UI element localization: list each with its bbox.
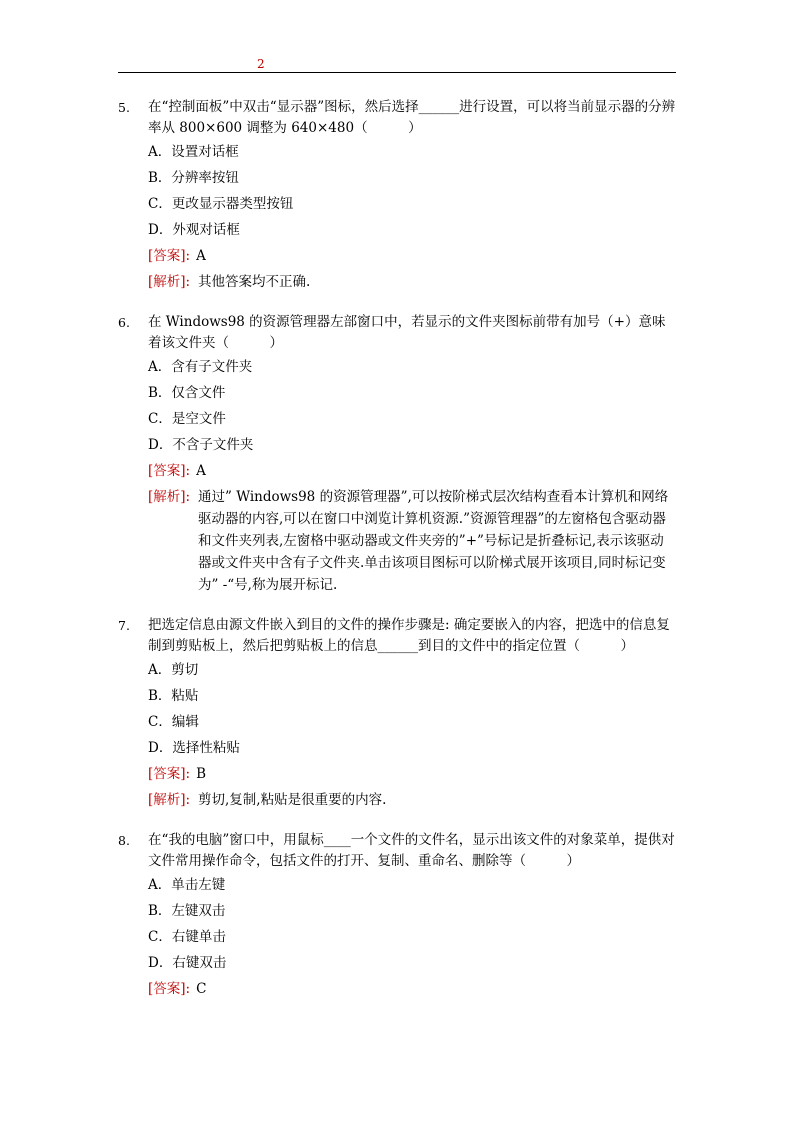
question-5 — [118, 97, 676, 293]
option-c: C．右键单击 — [148, 929, 226, 945]
explanation-row — [148, 486, 676, 596]
question-7 — [118, 615, 676, 811]
option-a: A．单击左键 — [148, 877, 226, 893]
explanation-text: 剪切,复制,粘贴是很重要的内容. — [198, 792, 387, 808]
question-number: 5. — [118, 100, 130, 115]
explanation-text: 通过” Windows98 的资源管理器”,可以按阶梯式层次结构查看本计算机和网络驱动器的内容,可以在窗口中浏览计算机资源.”资源管理器”的左窗格包含驱动器和文件夹列表,左窗格中驱动器或文件夹旁的”+”号标记是折叠标记,表示该驱动器或文件夹中含有子文件夹.单击该项目图标可以阶梯式展开该项目,同时标记变为” -“号,称为展开标记. — [198, 489, 669, 593]
answer-row — [148, 761, 676, 787]
question-list — [118, 97, 676, 1021]
option-d: D．选择性粘贴 — [148, 740, 240, 756]
option-a: A．含有子文件夹 — [148, 359, 253, 375]
explanation-row — [148, 271, 676, 293]
answer-tag: [答案]: — [148, 463, 191, 479]
question-number: 6. — [118, 315, 130, 330]
option-c: C．编辑 — [148, 714, 199, 730]
question-6 — [118, 312, 676, 596]
page-number: 2 — [257, 57, 265, 71]
option-d: D．不含子文件夹 — [148, 437, 254, 453]
answer-tag: [答案]: — [148, 766, 191, 782]
answer-row — [148, 243, 676, 269]
question-number: 7. — [118, 618, 130, 633]
answer-tag: [答案]: — [148, 981, 191, 997]
answer-value: A — [196, 463, 206, 479]
option-d: D．右键双击 — [148, 955, 227, 971]
answer-row — [148, 976, 676, 1002]
answer-row — [148, 458, 676, 484]
answer-value: B — [196, 766, 207, 782]
option-a: A．剪切 — [148, 662, 199, 678]
answer-tag: [答案]: — [148, 248, 191, 264]
option-b: B．仅含文件 — [148, 385, 226, 401]
option-d: D．外观对话框 — [148, 222, 240, 238]
option-b: B．粘贴 — [148, 688, 199, 704]
answer-value: C — [196, 981, 207, 997]
option-b: B．左键双击 — [148, 903, 226, 919]
option-a: A．设置对话框 — [148, 144, 239, 160]
option-b: B．分辨率按钮 — [148, 170, 239, 186]
answer-value: A — [196, 248, 206, 264]
option-c: C．是空文件 — [148, 411, 226, 427]
explanation-row — [148, 789, 676, 811]
header-rule — [118, 72, 676, 73]
question-text: 在“我的电脑”窗口中，用鼠标____一个文件的文件名，显示出该文件的对象菜单，提供对文件常用操作命令，包括文件的打开、复制、重命名、删除等（ ） — [148, 832, 675, 869]
explanation-tag: [解析]: — [148, 274, 191, 290]
option-c: C．更改显示器类型按钮 — [148, 196, 294, 212]
explanation-text: 其他答案均不正确. — [198, 274, 311, 290]
question-text: 把选定信息由源文件嵌入到目的文件的操作步骤是: 确定要嵌入的内容，把选中的信息复制到剪贴板上，然后把剪贴板上的信息______到目的文件中的指定位置（ ） — [148, 617, 670, 654]
explanation-tag: [解析]: — [148, 792, 191, 808]
question-text: 在 Windows98 的资源管理器左部窗口中，若显示的文件夹图标前带有加号（+）意味着该文件夹（ ） — [148, 314, 666, 351]
question-text: 在“控制面板”中双击“显示器”图标，然后选择______进行设置，可以将当前显示器的分辨率从 800×600 调整为 640×480（ ） — [148, 99, 676, 136]
explanation-tag: [解析]: — [148, 489, 191, 505]
question-8 — [118, 830, 676, 1002]
question-number: 8. — [118, 833, 130, 848]
